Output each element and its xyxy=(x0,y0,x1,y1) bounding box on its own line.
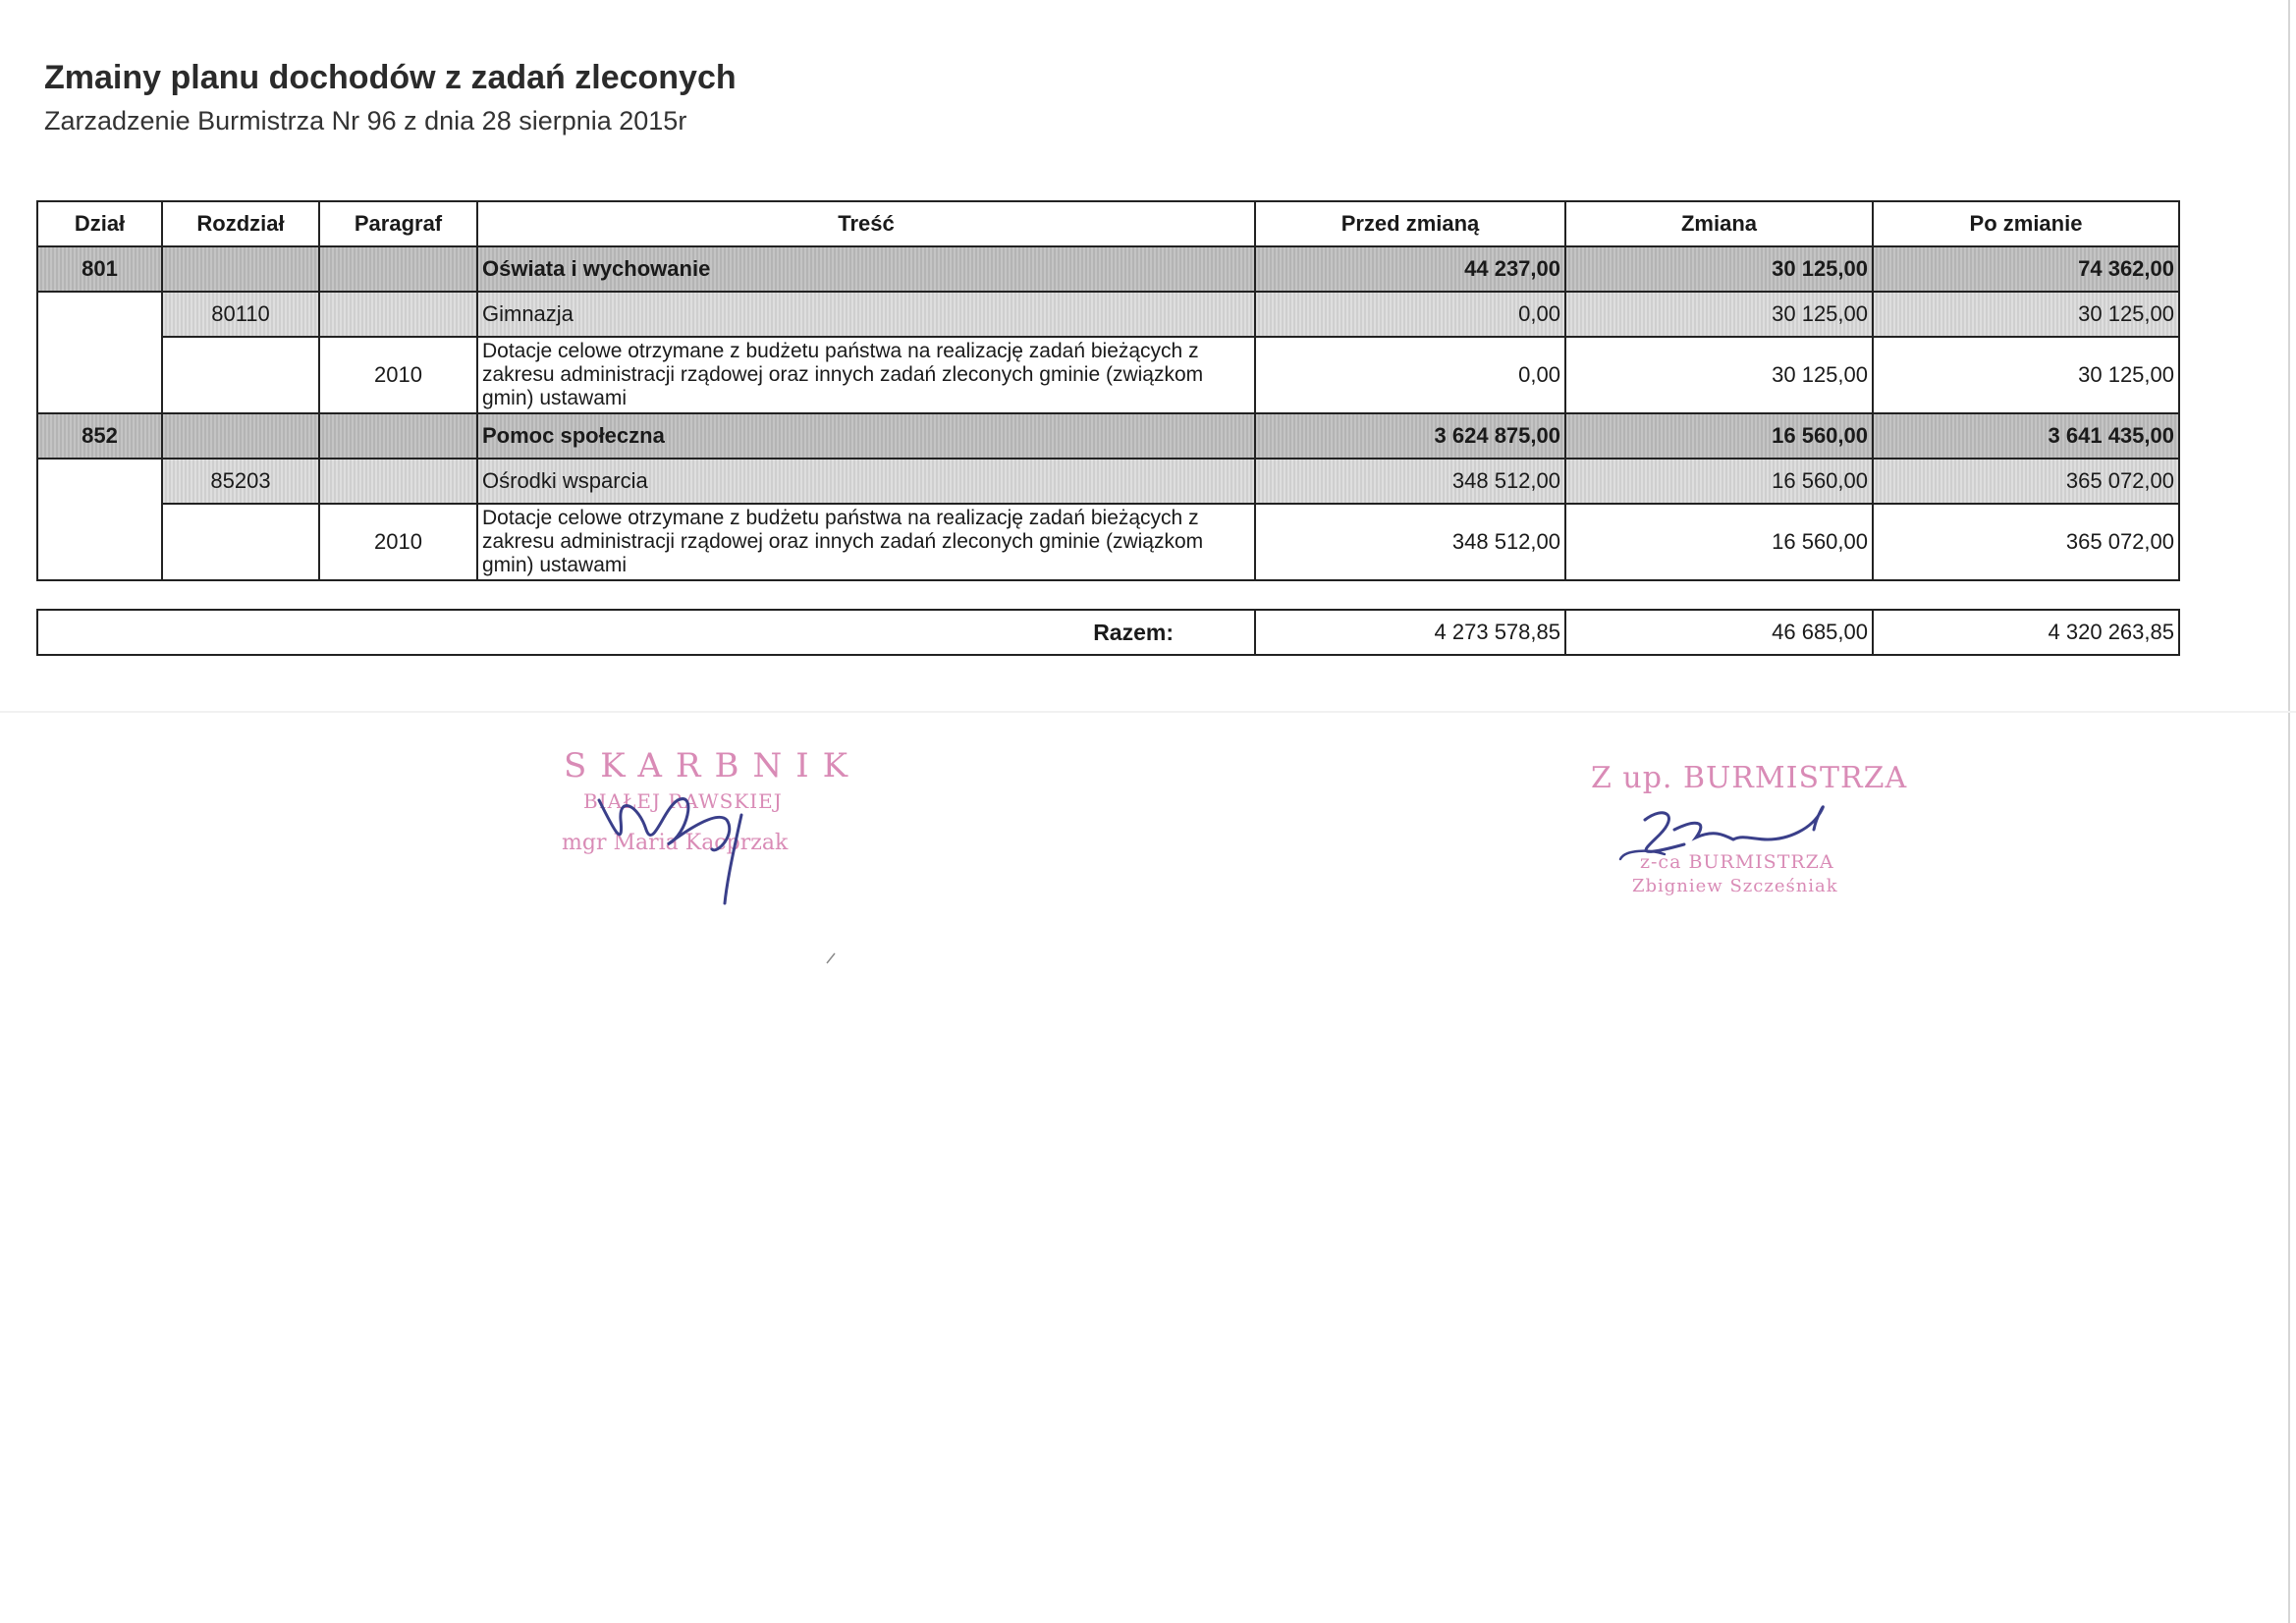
document-title: Zmainy planu dochodów z zadań zleconych xyxy=(44,59,737,96)
rozdzial-dzial-empty xyxy=(37,292,162,413)
dzial-przed: 3 624 875,00 xyxy=(1255,413,1565,459)
rozdzial-code: 85203 xyxy=(162,459,319,504)
rozdzial-paragraf-empty xyxy=(319,459,477,504)
mayor-stamp-name: Zbigniew Szcześniak xyxy=(1632,876,1838,896)
dzial-code: 852 xyxy=(37,413,162,459)
table-header-row xyxy=(37,201,2179,246)
totals-zmiana: 46 685,00 xyxy=(1565,610,1873,655)
paragraf-zmiana: 30 125,00 xyxy=(1565,337,1873,413)
paragraf-po: 30 125,00 xyxy=(1873,337,2179,413)
paragraf-code: 2010 xyxy=(319,337,477,413)
dzial-name: Pomoc społeczna xyxy=(477,413,1255,459)
table-row-dzial xyxy=(37,413,2179,459)
paragraf-zmiana: 16 560,00 xyxy=(1565,504,1873,580)
rozdzial-dzial-empty xyxy=(37,459,162,580)
header-tresc: Treść xyxy=(477,201,1255,246)
dzial-paragraf-empty xyxy=(319,246,477,292)
dzial-rozdzial-empty xyxy=(162,413,319,459)
header-rozdzial: Rozdział xyxy=(162,201,319,246)
treasurer-signature xyxy=(570,761,766,918)
rozdzial-przed: 0,00 xyxy=(1255,292,1565,337)
paragraf-code: 2010 xyxy=(319,504,477,580)
paragraf-rozdzial-empty xyxy=(162,504,319,580)
page-edge xyxy=(2288,0,2290,1623)
stray-pen-mark xyxy=(823,947,843,967)
treasurer-stamp-name: mgr Maria Kacprzak xyxy=(562,831,789,855)
rozdzial-zmiana: 16 560,00 xyxy=(1565,459,1873,504)
paragraf-po: 365 072,00 xyxy=(1873,504,2179,580)
paragraf-name: Dotacje celowe otrzymane z budżetu państwa na realizację zadań bieżących z zakresu administracji rządowej oraz innych zadań zleconych gminie (związkom gmin) ustawami xyxy=(477,337,1255,413)
rozdzial-zmiana: 30 125,00 xyxy=(1565,292,1873,337)
table-row-dzial xyxy=(37,246,2179,292)
mayor-stamp-title: Z up. BURMISTRZA xyxy=(1591,761,1908,795)
dzial-zmiana: 30 125,00 xyxy=(1565,246,1873,292)
rozdzial-name: Gimnazja xyxy=(477,292,1255,337)
rozdzial-przed: 348 512,00 xyxy=(1255,459,1565,504)
totals-po: 4 320 263,85 xyxy=(1873,610,2179,655)
header-przed-zmiana: Przed zmianą xyxy=(1255,201,1565,246)
table-row-paragraf xyxy=(37,337,2179,413)
dzial-paragraf-empty xyxy=(319,413,477,459)
mayor-signature xyxy=(1606,790,1861,879)
treasurer-stamp-title: SKARBNIK xyxy=(564,746,862,785)
rozdzial-paragraf-empty xyxy=(319,292,477,337)
dzial-rozdzial-empty xyxy=(162,246,319,292)
header-dzial: Dział xyxy=(37,201,162,246)
header-paragraf: Paragraf xyxy=(319,201,477,246)
totals-przed: 4 273 578,85 xyxy=(1255,610,1565,655)
rozdzial-name: Ośrodki wsparcia xyxy=(477,459,1255,504)
paragraf-rozdzial-empty xyxy=(162,337,319,413)
document-subtitle: Zarzadzenie Burmistrza Nr 96 z dnia 28 sierpnia 2015r xyxy=(44,106,687,135)
budget-table xyxy=(36,200,2180,581)
rozdzial-po: 30 125,00 xyxy=(1873,292,2179,337)
rozdzial-po: 365 072,00 xyxy=(1873,459,2179,504)
totals-row xyxy=(37,610,2179,655)
dzial-code: 801 xyxy=(37,246,162,292)
paragraf-przed: 348 512,00 xyxy=(1255,504,1565,580)
table-row-rozdzial xyxy=(37,459,2179,504)
paragraf-name: Dotacje celowe otrzymane z budżetu państwa na realizację zadań bieżących z zakresu administracji rządowej oraz innych zadań zleconych gminie (związkom gmin) ustawami xyxy=(477,504,1255,580)
rozdzial-code: 80110 xyxy=(162,292,319,337)
header-zmiana: Zmiana xyxy=(1565,201,1873,246)
dzial-zmiana: 16 560,00 xyxy=(1565,413,1873,459)
dzial-name: Oświata i wychowanie xyxy=(477,246,1255,292)
table-row-paragraf xyxy=(37,504,2179,580)
mayor-stamp-line2: z-ca BURMISTRZA xyxy=(1640,851,1834,873)
paragraf-przed: 0,00 xyxy=(1255,337,1565,413)
header-po-zmianie: Po zmianie xyxy=(1873,201,2179,246)
totals-table xyxy=(36,609,2180,656)
dzial-po: 74 362,00 xyxy=(1873,246,2179,292)
dzial-po: 3 641 435,00 xyxy=(1873,413,2179,459)
totals-label: Razem: xyxy=(37,610,1255,655)
scan-fold-line xyxy=(0,711,2296,713)
table-row-rozdzial xyxy=(37,292,2179,337)
treasurer-stamp-line2: BIAŁEJ RAWSKIEJ xyxy=(583,789,783,813)
dzial-przed: 44 237,00 xyxy=(1255,246,1565,292)
